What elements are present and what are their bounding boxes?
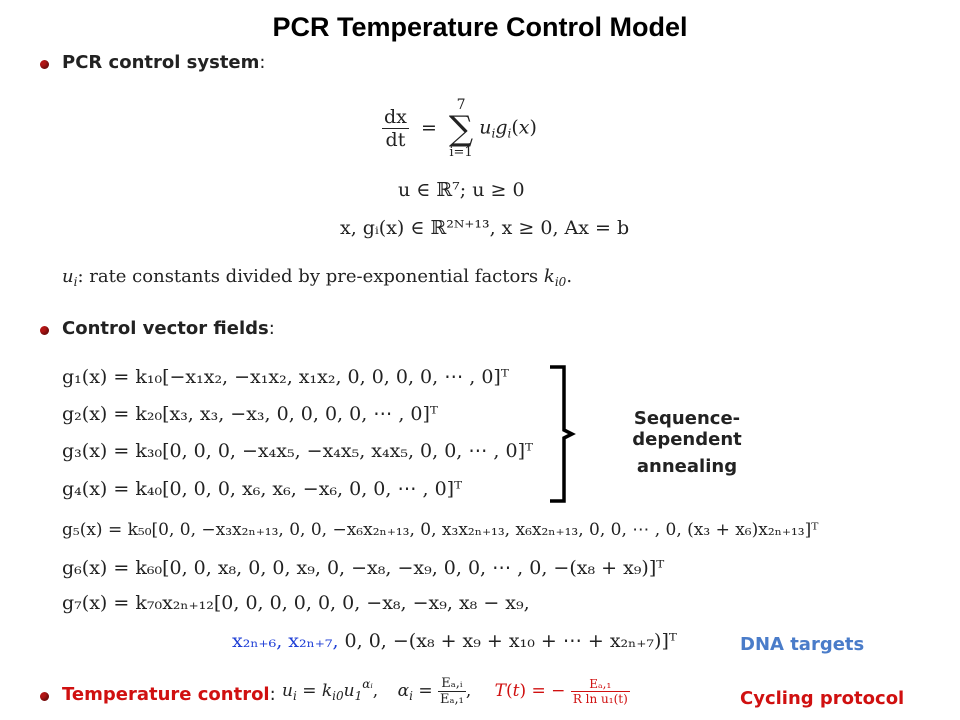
annotation-annealing: Sequence-dependent annealing: [632, 408, 742, 477]
equation-x-constraint: x, gᵢ(x) ∈ ℝ²ᴺ⁺¹³, x ≥ 0, Ax = b: [340, 217, 630, 239]
equation-g6: g₆(x) = k₆₀[0, 0, x₈, 0, 0, x₉, 0, −x₈, −x₉, 0, 0, ⋯ , 0, −(x₈ + x₉)]ᵀ: [62, 557, 665, 579]
equation-g3: g₃(x) = k₃₀[0, 0, 0, −x₄x₅, −x₄x₅, x₄x₅, 0, 0, ⋯ , 0]ᵀ: [62, 440, 533, 462]
page-title: PCR Temperature Control Model: [272, 12, 688, 42]
annotation-cycling-protocol: Cycling protocol: [740, 688, 905, 709]
equation-g1: g₁(x) = k₁₀[−x₁x₂, −x₁x₂, x₁x₂, 0, 0, 0, 0, ⋯ , 0]ᵀ: [62, 366, 509, 388]
equation-g7-continued: x₂ₙ₊₆, x₂ₙ₊₇, 0, 0, −(x₈ + x₉ + x₁₀ + ⋯ + x₂ₙ₊₇)]ᵀ: [232, 630, 677, 652]
section-heading-temperature: Temperature control:: [62, 684, 276, 705]
bullet-icon: [40, 326, 49, 335]
section-heading-vector-fields: Control vector fields:: [62, 318, 275, 339]
bullet-icon: [40, 60, 49, 69]
equation-dynamics: $\frac{dx}{dt}$ = 7 ∑ i=1 $u_ig_i(x)$: [384, 97, 537, 160]
equation-g4: g₄(x) = k₄₀[0, 0, 0, x₆, x₆, −x₆, 0, 0, ⋯ , 0]ᵀ: [62, 478, 463, 500]
bullet-icon: [40, 692, 49, 701]
equation-g2: g₂(x) = k₂₀[x₃, x₃, −x₃, 0, 0, 0, 0, ⋯ , 0]ᵀ: [62, 403, 438, 425]
annotation-dna-targets: DNA targets: [740, 634, 865, 655]
equation-g5: g₅(x) = k₅₀[0, 0, −x₃x₂ₙ₊₁₃, 0, 0, −x₆x₂ₙ₊₁₃, 0, x₃x₂ₙ₊₁₃, x₆x₂ₙ₊₁₃, 0, 0, ⋯ , 0, (x₃ + x₆)x₂ₙ₊₁₃]ᵀ: [62, 520, 819, 540]
curly-brace-icon: [548, 364, 578, 504]
equation-temperature: $u_i = k_{i0}u_1^{\alpha ᵢ}$, $\alpha_i$ = $\frac{\text{Eₐ,ᵢ}}{\text{Eₐ,₁}}$ , T(t) = − $\frac{\text{Eₐ,₁}}{\text{R ln u₁(t)}}$: [282, 676, 628, 707]
equation-u-constraint: u ∈ ℝ⁷; u ≥ 0: [398, 179, 525, 201]
note-ui: $u_i$: rate constants divided by pre-exponential factors $k_{i0}$.: [62, 266, 573, 289]
equation-g7: g₇(x) = k₇₀x₂ₙ₊₁₂[0, 0, 0, 0, 0, 0, −x₈, −x₉, x₈ − x₉,: [62, 592, 530, 614]
section-heading-control-system: PCR control system:: [62, 52, 266, 73]
